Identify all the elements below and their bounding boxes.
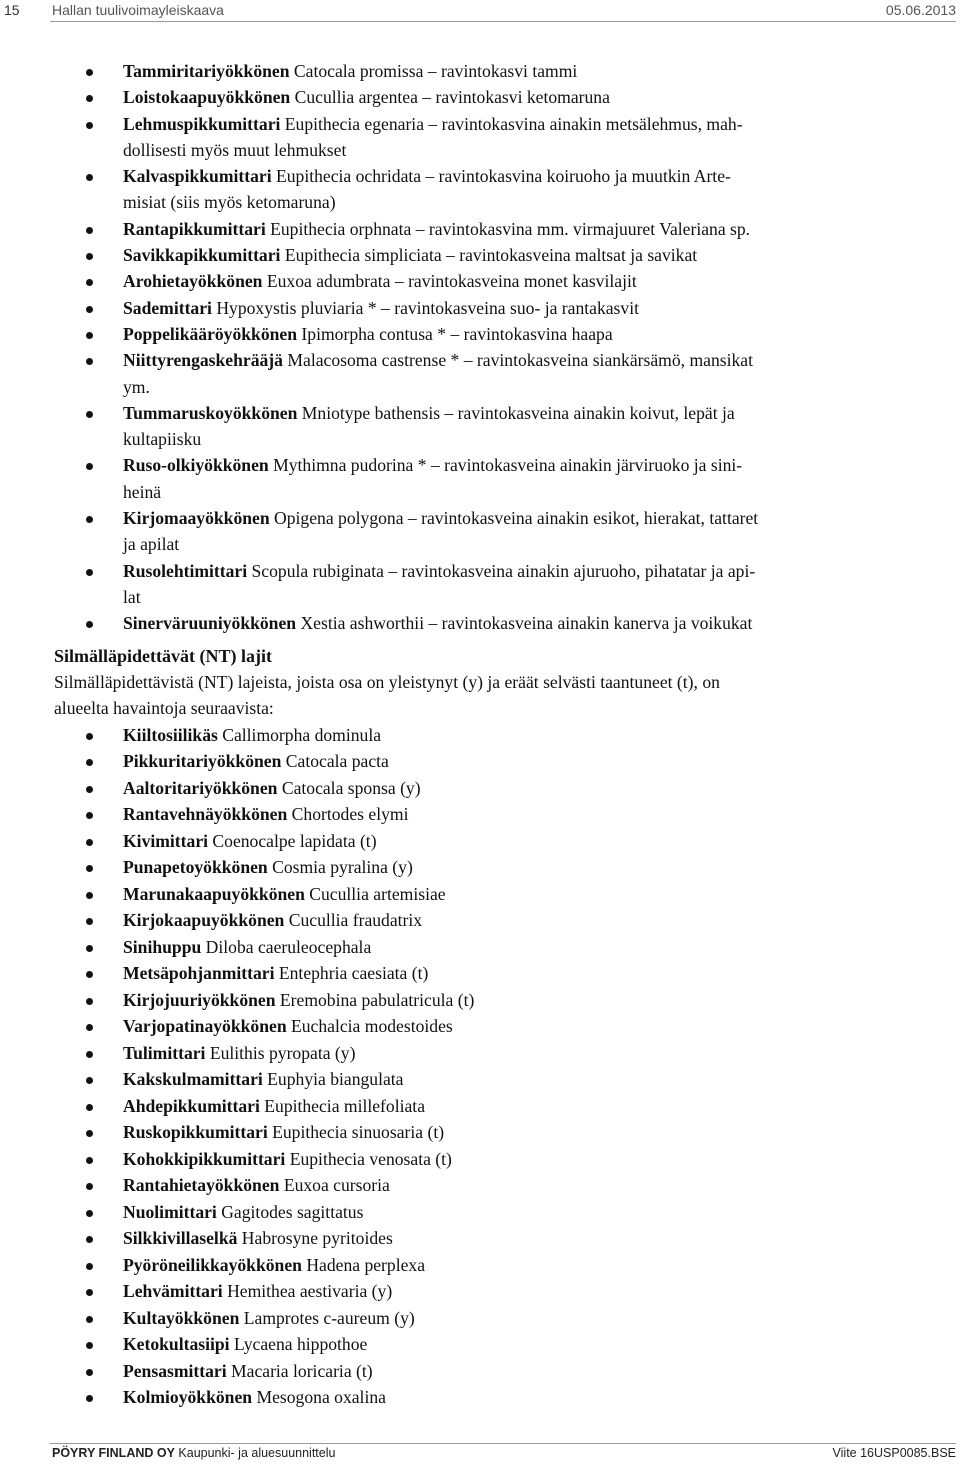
list-item — [54, 748, 914, 775]
page-footer — [0, 1440, 960, 1465]
species-description: Cosmia pyralina (y) — [267, 857, 413, 878]
species-common-name: Rusolehtimittari — [123, 560, 248, 581]
species-common-name: Lehmuspikkumittari — [123, 113, 281, 134]
list-item — [54, 775, 914, 802]
species-description: Scopula rubiginata – ravintokasveina ainakin ajuruoho, pihatatar ja api- — [247, 560, 756, 581]
species-common-name: Ahdepikkumittari — [123, 1095, 260, 1116]
species-description: Habrosyne pyritoides — [237, 1228, 393, 1249]
bullet-icon — [86, 569, 93, 576]
department-name: Kaupunki- ja aluesuunnittelu — [174, 1446, 336, 1460]
list-item — [54, 163, 960, 189]
list-item — [54, 1146, 914, 1173]
list-item — [54, 1093, 914, 1120]
list-item — [54, 295, 960, 321]
species-description: Catocala sponsa (y) — [277, 777, 421, 798]
list-item — [54, 1331, 914, 1358]
list-item — [54, 1278, 914, 1305]
species-list-1 — [54, 58, 960, 637]
species-description: Ipimorpha contusa * – ravintokasvina haapa — [297, 323, 613, 344]
nt-species-section — [54, 643, 914, 1411]
list-item — [54, 268, 960, 294]
bullet-icon — [86, 1157, 93, 1164]
list-item — [54, 854, 914, 881]
species-common-name: Pikkuritariyökkönen — [123, 751, 282, 772]
species-description: Eulithis pyropata (y) — [205, 1042, 356, 1063]
species-description: Opigena polygona – ravintokasveina ainakin esikot, hierakat, tattaret — [269, 508, 759, 529]
bullet-icon — [86, 998, 93, 1005]
bullet-icon — [86, 227, 93, 234]
list-item — [54, 111, 960, 137]
species-description: Cucullia argentea – ravintokasvi ketomaruna — [290, 87, 610, 108]
bullet-icon — [86, 69, 93, 76]
species-description: Mesogona oxalina — [252, 1387, 386, 1408]
list-item — [54, 400, 960, 426]
list-item — [54, 801, 914, 828]
bullet-icon — [86, 358, 93, 365]
list-item — [54, 558, 960, 584]
species-common-name: Kirjokaapuyökkönen — [123, 910, 285, 931]
species-common-name: Kirjojuuriyökkönen — [123, 989, 276, 1010]
species-common-name: Sinihuppu — [123, 936, 202, 957]
list-item — [54, 242, 960, 268]
species-description: Hemithea aestivaria (y) — [222, 1281, 393, 1302]
footer-divider — [50, 1443, 956, 1444]
bullet-icon — [86, 812, 93, 819]
bullet-icon — [86, 463, 93, 470]
list-item — [54, 934, 914, 961]
species-common-name: Ketokultasiipi — [123, 1334, 230, 1355]
species-common-name: Silkkivillaselkä — [123, 1228, 238, 1249]
bullet-icon — [86, 122, 93, 129]
list-item — [54, 1199, 914, 1226]
species-common-name: Ruso-olkiyökkönen — [123, 455, 269, 476]
species-common-name: Kohokkipikkumittari — [123, 1148, 286, 1169]
bullet-icon — [86, 1130, 93, 1137]
species-description: Coenocalpe lapidata (t) — [208, 830, 377, 851]
list-item-continuation — [54, 531, 960, 557]
header-divider — [50, 21, 956, 22]
species-common-name: Loistokaapuyökkönen — [123, 87, 291, 108]
species-description: Eupithecia sinuosaria (t) — [267, 1122, 445, 1143]
list-item — [54, 505, 960, 531]
bullet-icon — [86, 174, 93, 181]
species-description: Eupithecia ochridata – ravintokasvina koiruoho ja muutkin Arte- — [271, 166, 731, 187]
list-item-continuation — [54, 479, 960, 505]
intro-line: Silmälläpidettävistä (NT) lajeista, joista osa on yleistynyt (y) ja eräät selvästi taantuneet (t), on — [54, 672, 720, 692]
bullet-icon — [86, 1210, 93, 1217]
bullet-icon — [86, 971, 93, 978]
bullet-icon — [86, 1077, 93, 1084]
species-common-name: Kakskulmamittari — [123, 1069, 263, 1090]
section-intro — [54, 669, 914, 722]
list-item — [54, 347, 960, 373]
species-common-name: Varjopatinayökkönen — [123, 1016, 287, 1037]
bullet-icon — [86, 1316, 93, 1323]
species-description: Eupithecia millefoliata — [259, 1095, 425, 1116]
list-item — [54, 321, 960, 347]
species-description: Eupithecia venosata (t) — [285, 1148, 452, 1169]
species-common-name: Poppelikääröyökkönen — [123, 323, 298, 344]
list-item — [54, 216, 960, 242]
list-item — [54, 828, 914, 855]
bullet-icon — [86, 1395, 93, 1402]
species-description: Cucullia fraudatrix — [284, 910, 423, 931]
species-description: Entephria caesiata (t) — [274, 963, 429, 984]
bullet-icon — [86, 1342, 93, 1349]
species-description: Lamprotes c-aureum (y) — [239, 1307, 415, 1328]
list-item — [54, 722, 914, 749]
list-item-continuation — [54, 374, 960, 400]
footer-organization — [52, 1446, 335, 1460]
species-common-name: Sinerväruuniyökkönen — [123, 613, 297, 634]
species-common-name: Kalvaspikkumittari — [123, 166, 272, 187]
bullet-icon — [86, 1263, 93, 1270]
bullet-icon — [86, 621, 93, 628]
bullet-icon — [86, 733, 93, 740]
section-heading: Silmälläpidettävät (NT) lajit — [54, 646, 272, 666]
bullet-icon — [86, 253, 93, 260]
species-description: Xestia ashworthii – ravintokasveina ainakin kanerva ja voikukat — [296, 613, 753, 634]
species-description: Cucullia artemisiae — [304, 883, 446, 904]
list-item-continuation — [54, 137, 960, 163]
species-description: kultapiisku — [123, 429, 202, 450]
list-item — [54, 907, 914, 934]
species-description: Malacosoma castrense * – ravintokasveina siankärsämö, mansikat — [282, 350, 753, 371]
bullet-icon — [86, 332, 93, 339]
document-date: 05.06.2013 — [885, 2, 956, 18]
bullet-icon — [86, 892, 93, 899]
species-description: ym. — [123, 376, 150, 397]
list-item — [54, 1172, 914, 1199]
species-common-name: Rantavehnäyökkönen — [123, 804, 288, 825]
species-description: Catocala pacta — [281, 751, 389, 772]
list-item — [54, 1305, 914, 1332]
species-description: Hypoxystis pluviaria * – ravintokasveina suo- ja rantakasvit — [211, 297, 639, 318]
species-common-name: Kolmioyökkönen — [123, 1387, 253, 1408]
species-description: Eupithecia orphnata – ravintokasvina mm. virmajuuret Valeriana sp. — [265, 218, 751, 239]
bullet-icon — [86, 839, 93, 846]
species-description: Euxoa cursoria — [279, 1175, 390, 1196]
list-item-continuation — [54, 189, 960, 215]
species-description: Mniotype bathensis – ravintokasveina ainakin koivut, lepät ja — [297, 402, 735, 423]
species-description: ja apilat — [123, 534, 180, 555]
species-description: lat — [123, 586, 141, 607]
list-item — [54, 1013, 914, 1040]
list-item — [54, 452, 960, 478]
species-common-name: Arohietayökkönen — [123, 271, 263, 292]
species-description: Eremobina pabulatricula (t) — [275, 989, 475, 1010]
list-item — [54, 1358, 914, 1385]
bullet-icon — [86, 1024, 93, 1031]
species-common-name: Metsäpohjanmittari — [123, 963, 275, 984]
intro-line: alueelta havaintoja seuraavista: — [54, 698, 274, 719]
bullet-icon — [86, 1183, 93, 1190]
list-item — [54, 1119, 914, 1146]
bullet-icon — [86, 918, 93, 925]
species-common-name: Pyöröneilikkayökkönen — [123, 1254, 302, 1275]
species-description: Hadena perplexa — [301, 1254, 426, 1275]
list-item — [54, 84, 960, 110]
list-item-continuation — [54, 426, 960, 452]
bullet-icon — [86, 786, 93, 793]
bullet-icon — [86, 95, 93, 102]
species-common-name: Kivimittari — [123, 830, 209, 851]
species-description: Lycaena hippothoe — [229, 1334, 368, 1355]
list-item-continuation — [54, 584, 960, 610]
bullet-icon — [86, 865, 93, 872]
species-common-name: Sademittari — [123, 297, 212, 318]
bullet-icon — [86, 1289, 93, 1296]
species-description: Chortodes elymi — [287, 804, 409, 825]
bullet-icon — [86, 279, 93, 286]
species-common-name: Tummaruskoyökkönen — [123, 402, 298, 423]
species-common-name: Rantahietayökkönen — [123, 1175, 280, 1196]
species-description: Diloba caeruleocephala — [201, 936, 372, 957]
bullet-icon — [86, 306, 93, 313]
list-item — [54, 1252, 914, 1279]
species-common-name: Aaltoritariyökkönen — [123, 777, 278, 798]
species-description: heinä — [123, 481, 162, 502]
list-item — [54, 881, 914, 908]
list-item — [54, 960, 914, 987]
company-name: PÖYRY FINLAND OY — [52, 1446, 175, 1460]
species-description: Euphyia biangulata — [262, 1069, 404, 1090]
species-common-name: Rantapikkumittari — [123, 218, 266, 239]
species-common-name: Lehvämittari — [123, 1281, 223, 1302]
species-description: Mythimna pudorina * – ravintokasveina ainakin järviruoko ja sini- — [268, 455, 743, 476]
bullet-icon — [86, 759, 93, 766]
species-description: Macaria loricaria (t) — [226, 1360, 373, 1381]
species-common-name: Kultayökkönen — [123, 1307, 240, 1328]
species-description: Gagitodes sagittatus — [216, 1201, 364, 1222]
list-item — [54, 1384, 914, 1411]
bullet-icon — [86, 411, 93, 418]
species-common-name: Niittyrengaskehrääjä — [123, 350, 283, 371]
bullet-icon — [86, 1236, 93, 1243]
list-item — [54, 610, 960, 636]
species-common-name: Marunakaapuyökkönen — [123, 883, 305, 904]
species-common-name: Punapetoyökkönen — [123, 857, 268, 878]
document-reference: Viite 16USP0085.BSE — [832, 1446, 956, 1460]
species-description: dollisesti myös muut lehmukset — [123, 139, 347, 160]
species-description: Euxoa adumbrata – ravintokasveina monet kasvilajit — [262, 271, 637, 292]
list-item — [54, 1066, 914, 1093]
list-item — [54, 987, 914, 1014]
species-common-name: Kiiltosiilikäs — [123, 724, 218, 745]
species-common-name: Ruskopikkumittari — [123, 1122, 268, 1143]
bullet-icon — [86, 1051, 93, 1058]
species-description: Callimorpha dominula — [217, 724, 382, 745]
species-description: Catocala promissa – ravintokasvi tammi — [289, 61, 578, 81]
species-description: Eupithecia egenaria – ravintokasvina ainakin metsälehmus, mah- — [280, 113, 743, 134]
species-description: misiat (siis myös ketomaruna) — [123, 192, 336, 213]
species-description: Euchalcia modestoides — [286, 1016, 453, 1037]
species-description: Eupithecia simpliciata – ravintokasveina maltsat ja savikat — [280, 245, 698, 266]
bullet-icon — [86, 1104, 93, 1111]
list-item — [54, 1040, 914, 1067]
bullet-icon — [86, 1369, 93, 1376]
species-common-name: Nuolimittari — [123, 1201, 217, 1222]
document-title: Hallan tuulivoimayleiskaava — [52, 2, 224, 18]
species-common-name: Tulimittari — [123, 1042, 206, 1063]
species-common-name: Savikkapikkumittari — [123, 245, 281, 266]
page-number: 15 — [4, 2, 20, 18]
species-common-name: Pensasmittari — [123, 1360, 227, 1381]
list-item — [54, 58, 960, 84]
species-common-name: Kirjomaayökkönen — [123, 508, 270, 529]
page-header — [0, 0, 960, 22]
bullet-icon — [86, 945, 93, 952]
species-common-name: Tammiritariyökkönen — [123, 61, 290, 81]
bullet-icon — [86, 516, 93, 523]
list-item — [54, 1225, 914, 1252]
species-list-2 — [54, 722, 914, 1411]
